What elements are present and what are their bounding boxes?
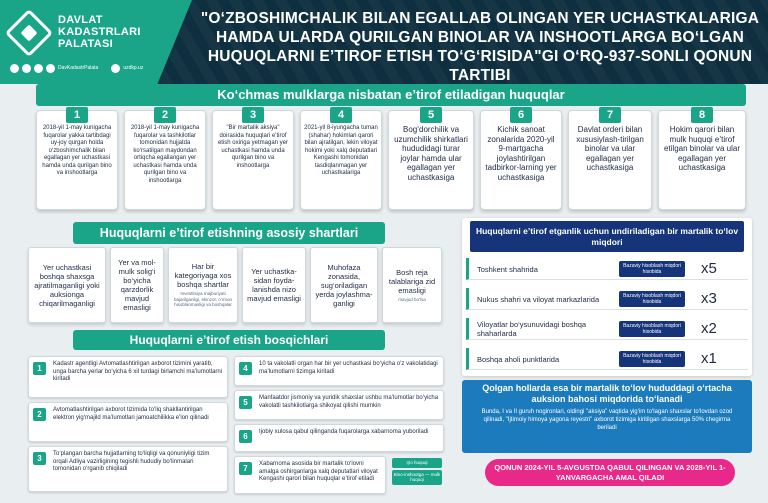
fee-multiplier: x3 [701,290,717,307]
right-text: Kichik sanoat zonalarida 2020-yil 9-martgacha joylashtirilgan tadbirkor-larning yer uchastkasiga [485,125,557,182]
partial-body: Bunda, I va II guruh nogironlari, oldingi "aksiya" vaqtida yig‘im to‘lagan shaxslar to‘lovdan ozod qilinadi, "Ijtimoiy himoya yagona reyestri" axborot tizimiga kiritilgan shaxslarga 50% chegirma beriladi [481,409,733,431]
fee-row [466,318,748,340]
condition-card [28,247,106,323]
right-number: 8 [691,107,713,123]
website[interactable]: uzdkp.uz [123,65,144,71]
right-text: Bog‘dorchilik va uzumchilik shirkatlari hududidagi turar joylar hamda ular egallagan yer uchastkasiga [394,125,468,182]
fee-row [466,348,748,370]
logo-text: DAVLAT KADASTRLARI PALATASI [58,14,141,50]
instagram-icon[interactable] [22,64,31,73]
right-number: 1 [66,107,88,123]
condition-text: Yer uchastka-sidan foyda-lanishda nizo mavjud emasligi [247,267,301,303]
stage-side-labels [392,458,442,492]
condition-card [382,247,442,323]
fee-badge: Bazaviy hisoblash miqdori hisobida [619,351,685,367]
stage-card [234,456,386,494]
law-effective-banner: QONUN 2024-YIL 5-AVGUSTDA QABUL QILINGAN VA 2028-YIL 1-YANVARGACHA AMAL QILADI [485,459,735,486]
right-text: 2018-yil 1-may kunigacha fuqarolar yakka tartibdagi uy-joy qurgan holda o‘zboshimchalik bilan egallagan yer uchastkasi hamda unda qurilgan bino va inshootlarga [42,125,112,176]
right-number: 6 [510,107,532,123]
fee-label: Viloyatlar bo‘ysunuvidagi boshqa shaharlarda [477,320,587,338]
stage-number: 7 [239,462,252,475]
telegram-icon[interactable] [10,64,19,73]
right-card [480,110,562,210]
condition-card [110,247,164,323]
fee-label: Boshqa aholi punktlarida [477,354,560,364]
condition-text: Muhofaza zonasida, sug‘oriladigan yerda joylashma-ganligi [315,262,373,308]
right-card [212,110,294,210]
stages-banner: Huquqlarni e’tirof etish bosqichlari [73,330,385,350]
side-label-green-sub: Bino-inshootga — mulk huquqi [392,470,442,485]
stage-number: 2 [33,408,46,421]
stage-card [28,402,228,442]
stage-text: Kadastr agentligi Avtomatlashtirilgan axborot tizimini yaratib, unga barcha yerlar bo‘yicha 6 xil turdagi birlamchi ma’lumotlarni kiritadi [53,361,223,383]
stage-card [28,356,228,398]
right-card [658,110,746,210]
side-label-green: Ijro huquqi [392,458,442,468]
fee-title: Huquqlarni e’tirof etganlik uchun undiriladigan bir martalik to‘lov miqdori [470,221,744,252]
stage-number: 4 [239,362,252,375]
condition-card [168,247,238,323]
right-number: 5 [420,107,442,123]
condition-card [242,247,306,323]
stage-number: 6 [239,430,252,443]
fee-row [466,258,748,280]
fee-multiplier: x1 [701,350,717,367]
fee-label: Nukus shahri va viloyat markazlarida [477,294,600,304]
right-card [300,110,382,210]
stage-card [234,390,444,420]
facebook-icon[interactable] [34,64,43,73]
stage-number: 1 [33,362,46,375]
stage-text: Xabarnoma asosida bir martalik to‘lovni amalga oshirganlarga xalq deputatlari viloyat Kengashi qarori bilan huquqlar e’tirof etiladi [259,461,378,483]
stage-card [28,446,228,492]
conditions-banner: Huquqlarni e’tirof etishning asosiy shartlari [73,222,385,244]
fee-row [466,288,748,310]
condition-text: Bosh reja talablariga zid emasligi [388,267,436,295]
right-text: "Bir martalik aksiya" doirasida huquqlari e’tirof etish oxiriga yetmagan yer uchastkasi hamda unda qurilgan bino va inshootlarga [217,125,289,169]
right-number: 3 [242,107,264,123]
condition-text: Har bir kategoriyaga xos boshqa shartlar [174,262,232,290]
stage-text: Manfaatdor jismoniy va yuridik shaxslar ushbu ma’lumotlar bo‘yicha vakolatli tashkilotlarga shikoyat qilishi mumkin [259,395,439,409]
right-number: 2 [154,107,176,123]
right-text: 2021-yil 8-iyungacha tuman (shahar) hokimlari qarori bilan ajratilgan, lekin viloyat hokimi yoki xalq deputatlari Kengashi tomonidan tasdiqlanmagan yer uchastkalariga [304,125,378,176]
right-card [568,110,652,210]
right-text: 2018-yil 1-may kunigacha fuqarolar va tashkilotlar tomonidan hujjatda ko‘rsatilgan maydondan ortiqcha egallangan yer uchastkasi hamda unda qurilgan bino va inshootlarga [130,125,200,184]
right-card [124,110,206,210]
condition-note: mavjud bo‘lsa [398,296,426,302]
right-number: 7 [599,107,621,123]
right-card [36,110,118,210]
condition-text: Yer va mol-mulk solig‘i bo‘yicha qarzdorlik mavjud emasligi [118,258,156,312]
social-handle[interactable]: DavKadastrPalata [58,65,99,71]
fee-multiplier: x2 [701,320,717,337]
right-text: Davlat orderi bilan xususiylash-tirilgan binolar va ular egallagan yer uchastkasiga [576,125,644,172]
right-card [388,110,474,210]
condition-note: Investitsiya majburiyati bajarilganligi, ekinzor, o‘rmon hisoblanmasligi va boshqalar [173,291,233,308]
youtube-icon[interactable] [46,64,55,73]
partial-title: Qolgan hollarda esa bir martalik to‘lov hududdagi o‘rtacha auksion bahosi miqdorida to‘lanadi [482,383,732,404]
stage-card [234,424,444,452]
fee-badge: Bazaviy hisoblash miqdori hisobida [619,261,685,277]
stage-text: Avtomatlashtirilgan axborot tizimida to‘liq shakllantirilgan elektron yig‘majild ma’lumotlari jamoatchilikka e’lon qilinadi [53,407,209,421]
rights-banner: Ko‘chmas mulklarga nisbatan e’tirof etiladigan huquqlar [36,84,746,106]
stage-number: 3 [33,452,46,465]
fee-multiplier: x5 [701,260,717,277]
social-links [10,62,190,74]
condition-card [310,247,378,323]
right-text: Hokim qarori bilan mulk huquqi e’tirof etilgan binolar va ular egallagan yer uchastkasiga [663,125,741,172]
stage-text: Ijobiy xulosa qabul qilinganda fuqarolarga xabarnoma yuboriladi [259,429,429,435]
fee-badge: Bazaviy hisoblash miqdori hisobida [619,321,685,337]
stage-text: 10 ta vakolatli organ har bir yer uchastkasi bo‘yicha o‘z vakolatidagi ma’lumotlarni tizimga kiritadi [259,361,438,375]
page-title: "O‘ZBOSHIMCHALIK BILAN EGALLAB OLINGAN YER UCHASTKALARIGA HAMDA ULARDA QURILGAN BINOLAR VA INSHOOTLARGA BO‘LGAN HUQUQLARNI E’TIROF ETISH TO‘G‘RISIDA"GI O‘RQ-937-SONLI QONUN TARTIBI [200,10,760,84]
right-number: 4 [330,107,352,123]
stage-text: To‘plangan barcha hujjatlarning to‘liqligi va qonuniyligi tizim orqali Adliya vazirligining tegishli hududiy bo‘linmalari tomonidan o‘rganib chiqiladi [53,451,210,473]
stage-card [234,356,444,386]
globe-icon [111,64,120,73]
fee-label: Toshkent shahrida [477,264,538,274]
fee-badge: Bazaviy hisoblash miqdori hisobida [619,291,685,307]
condition-text: Yer uchastkasi boshqa shaxsga ajratilmaganligi yoki auksionga chiqarilmaganligi [34,262,100,308]
stage-number: 5 [239,396,252,409]
